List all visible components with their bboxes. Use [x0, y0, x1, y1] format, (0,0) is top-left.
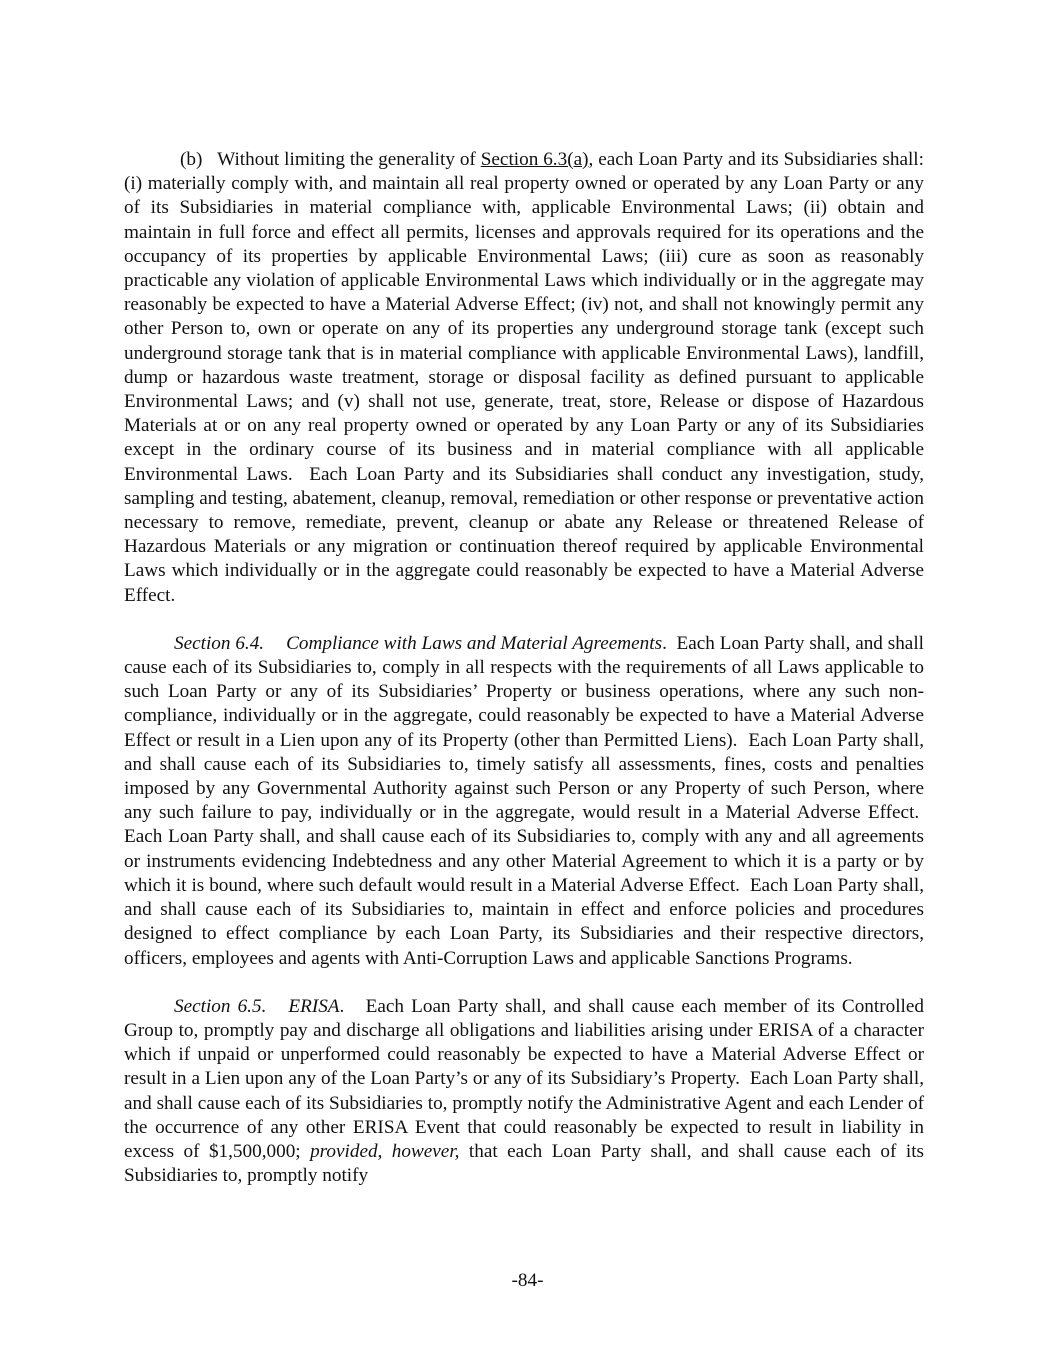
section-6-5-tail: that each Loan Party shall, and shall cause each of its Subsidiaries to, promptly notify [124, 1140, 924, 1187]
paragraph-6-3-b [124, 148, 924, 608]
section-6-5-paragraph [124, 995, 924, 1189]
section-6-5-proviso: provided, however, [310, 1140, 460, 1162]
section-6-4-title: Compliance with Laws and Material Agreements [286, 632, 663, 654]
para-b-lead: (b) Without limiting the generality of [180, 149, 481, 170]
para-b-text: , each Loan Party and its Subsidiaries shall: (i) materially comply with, and maintain all real property owned or operated by any Loan Party or any of its Subsidiaries in material compliance with, applicable Environmental Laws; (ii) obtain and maintain in full force and effect all permits, licenses and approvals required for its operations and the occupancy of its properties by applicable Environmental Laws; (iii) cure as soon as reasonably practicable any violation of applicable Environmental Laws which individually or in the aggregate may reasonably be expected to have a Material Adverse Effect; (iv) not, and shall not knowingly permit any other Person to, own or operate on any of its properties any underground storage tank (except such underground storage tank that is in material compliance with applicable Environmental Laws), landfill, dump or hazardous waste treatment, storage or disposal facility as defined pursuant to applicable Environmental Laws; and (v) shall not use, generate, treat, store, Release or dispose of Hazardous Materials at or on any real property owned or operated by any Loan Party or any of its Subsidiaries except in the ordinary course of its business and in material compliance with all applicable Environmental Laws. Each Loan Party and its Subsidiaries shall conduct any investigation, study, sampling and testing, abatement, cleanup, removal, remediation or other response or preventative action necessary to remove, remediate, prevent, cleanup or abate any Release or threatened Release of Hazardous Materials or any migration or continuation thereof required by applicable Environmental Laws which individually or in the aggregate could reasonably be expected to have a Material Adverse Effect. [124, 149, 924, 606]
section-6-4-number: Section 6.4. [174, 632, 265, 654]
section-6-4-text: . Each Loan Party shall, and shall cause each of its Subsidiaries to, comply in all respects with the requirements of all Laws applicable to such Loan Party or any of its Subsidiaries’ Property or business operations, where any such non-compliance, individually or in the aggregate, could reasonably be expected to have a Material Adverse Effect or result in a Lien upon any of its Property (other than Permitted Liens). Each Loan Party shall, and shall cause each of its Subsidiaries to, timely satisfy all assessments, fines, costs and penalties imposed by any Governmental Authority against such Person or any Property of such Person, where any such failure to pay, individually or in the aggregate, would result in a Material Adverse Effect. Each Loan Party shall, and shall cause each of its Subsidiaries to, comply with any and all agreements or instruments evidencing Indebtedness and any other Material Agreement to which it is a party or by which it is bound, where such default would result in a Material Adverse Effect. Each Loan Party shall, and shall cause each of its Subsidiaries to, maintain in effect and enforce policies and procedures designed to effect compliance by each Loan Party, its Subsidiaries and their respective directors, officers, employees and agents with Anti-Corruption Laws and applicable Sanctions Programs. [124, 632, 924, 969]
section-6-5-text: . Each Loan Party shall, and shall cause each member of its Controlled Group to, promptly pay and discharge all obligations and liabilities arising under ERISA of a character which if unpaid or unperformed could reasonably be expected to have a Material Adverse Effect or result in a Lien upon any of the Loan Party’s or any of its Subsidiary’s Property. Each Loan Party shall, and shall cause each of its Subsidiaries to, promptly notify the Administrative Agent and each Lender of the occurrence of any other ERISA Event that could reasonably be expected to result in liability in excess of $1,500,000; [124, 995, 924, 1162]
section-6-5-title: ERISA [288, 995, 340, 1017]
section-6-3-a-reference: Section 6.3(a) [480, 149, 589, 170]
section-6-5-number: Section 6.5. [174, 995, 267, 1017]
document-page [124, 148, 924, 1212]
section-6-4-paragraph [124, 632, 924, 971]
page-number: -84- [511, 1270, 544, 1291]
